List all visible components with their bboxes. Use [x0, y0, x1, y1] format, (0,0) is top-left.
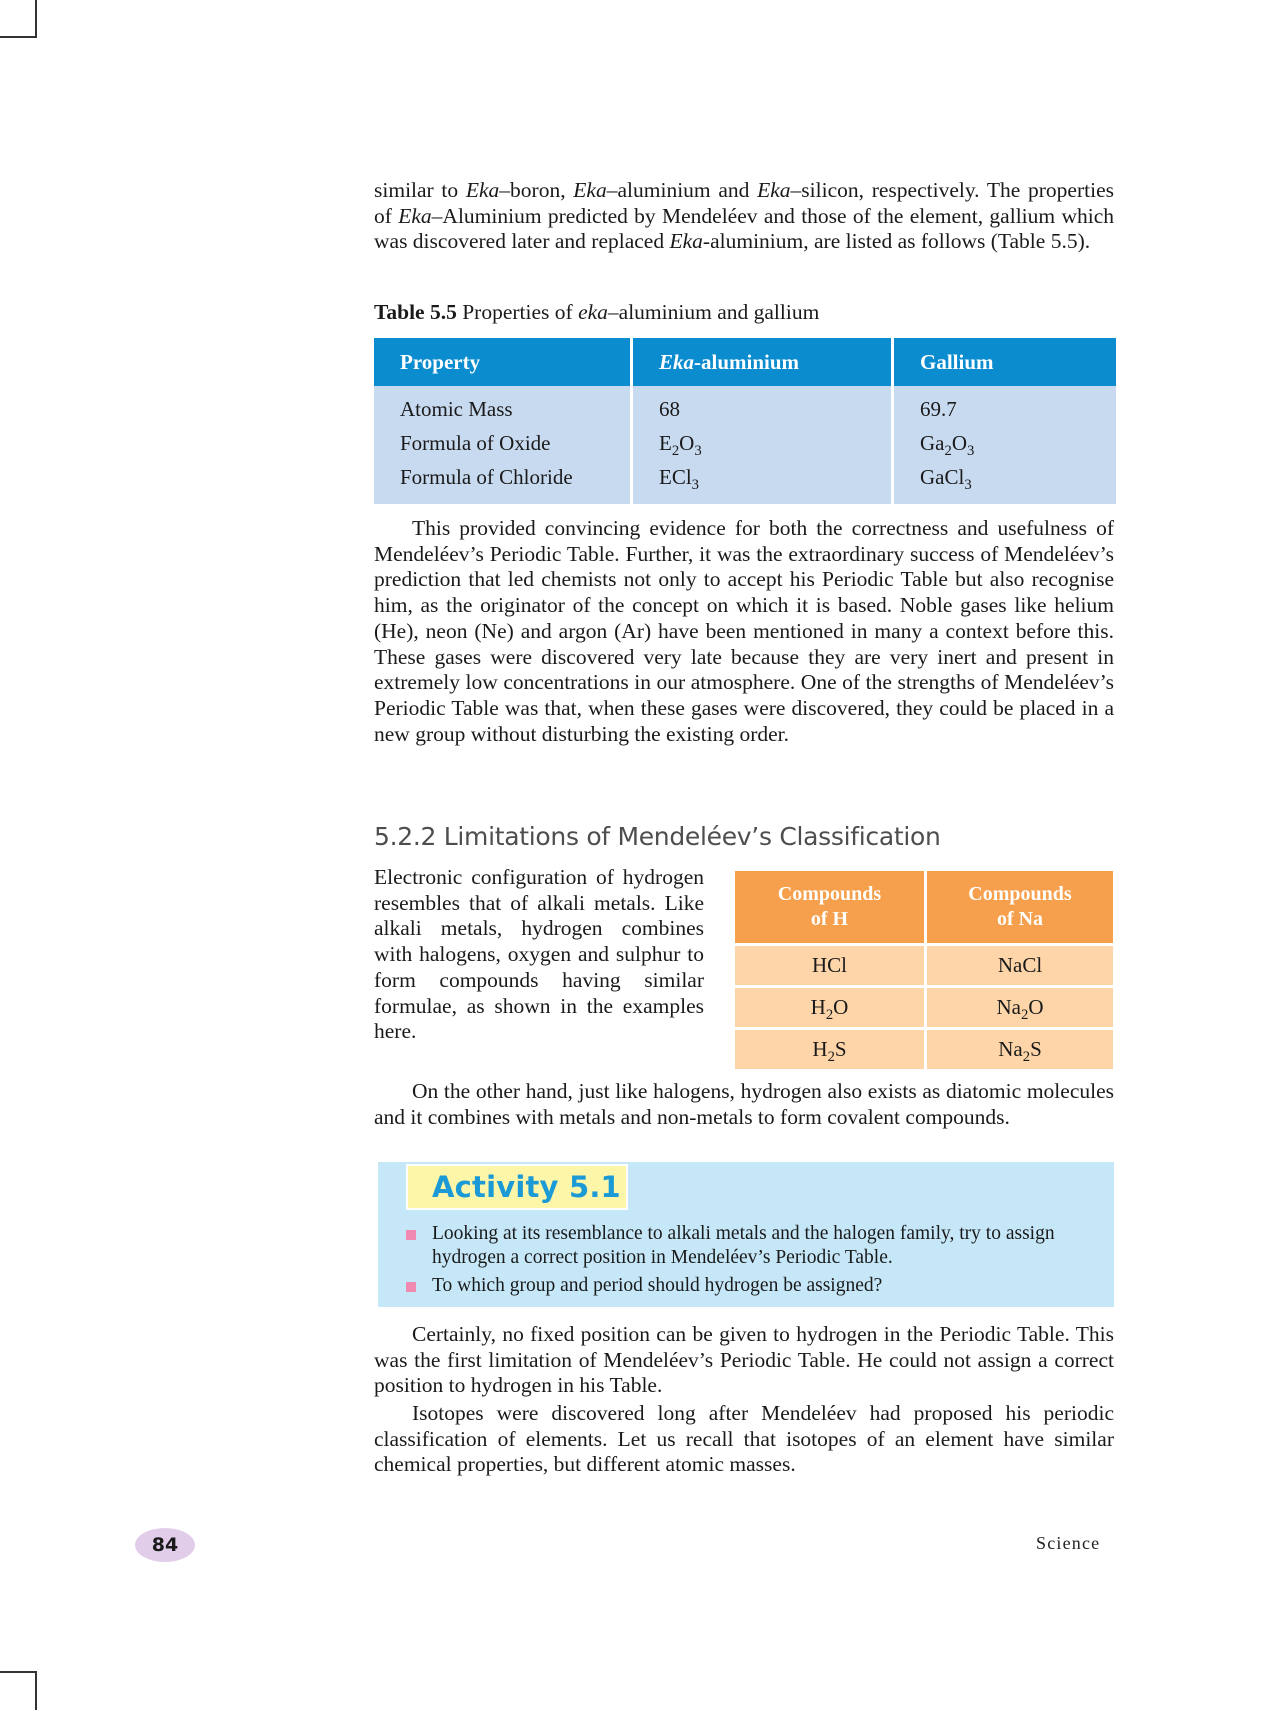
square-bullet-icon: [406, 1282, 416, 1292]
page-number-badge: 84: [135, 1528, 195, 1562]
cell-gallium: [891, 426, 1116, 460]
cell-na-compound: NaCl: [924, 943, 1113, 985]
caption-eka: eka: [578, 300, 608, 324]
crop-mark-top-vertical: [35, 0, 37, 37]
formula-part: S: [1030, 1037, 1042, 1061]
evidence-paragraph: This provided convincing evidence for both the correctness and usefulness of Mendeléev’s Periodic Table. Further, it was the extraordinary success of Mendeléev’s prediction that led chemists not only to accept his Periodic Table but also recognise him, as the originator of the concept on which it is based. Noble gases like helium (He), neon (Ne) and argon (Ar) have been mentioned in many a context before this. These gases were discovered very late because they are very inert and present in extremely low concentrations in our atmosphere. One of the strengths of Mendeléev’s Periodic Table was that, when these gases were discovered, they could be placed in a new group without disturbing the existing order.: [374, 516, 1114, 746]
column-header-compounds-na: [924, 871, 1113, 943]
cell-h-compound: [735, 1027, 924, 1069]
table-row: [374, 426, 1116, 460]
activity-box: [378, 1162, 1114, 1307]
cell-eka: 68: [630, 386, 891, 426]
formula-part: GaCl: [920, 464, 965, 489]
table-row: [735, 943, 1113, 985]
subscript: 2: [671, 442, 680, 459]
column-header-gallium: Gallium: [891, 338, 1116, 386]
table-header-row: [735, 871, 1113, 943]
cell-eka: [630, 426, 891, 460]
certainly-paragraph: Certainly, no fixed position can be given to hydrogen in the Periodic Table. This was the first limitation of Mendeléev’s Periodic Table. He could not assign a correct position to hydrogen in his Table.: [374, 1322, 1114, 1398]
formula-part: H: [812, 1037, 828, 1061]
eka-term: Eka: [669, 229, 703, 254]
table-caption: [374, 300, 1114, 325]
cell-h-compound: [735, 985, 924, 1027]
intro-text: –boron,: [499, 178, 574, 202]
cell-na-compound: [924, 1027, 1113, 1069]
header-text: of Na: [996, 908, 1044, 930]
other-hand-paragraph: On the other hand, just like halogens, hydrogen also exists as diatomic molecules and it combines with metals and non-metals to form covalent compounds.: [374, 1079, 1114, 1129]
formula-part: O: [1028, 995, 1044, 1019]
table-row: [735, 1027, 1113, 1069]
table-label: Table 5.5: [374, 300, 457, 324]
header-text: Compounds: [777, 883, 882, 905]
eka-term: Eka: [659, 349, 695, 374]
properties-table: [374, 338, 1116, 504]
cell-eka: [630, 460, 891, 504]
activity-item: [406, 1222, 1086, 1269]
cell-property: Formula of Oxide: [374, 426, 630, 460]
crop-mark-bottom-vertical: [35, 1671, 37, 1710]
eka-term: Eka: [573, 178, 607, 202]
cell-gallium: 69.7: [891, 386, 1116, 426]
subscript: 3: [967, 442, 975, 459]
activity-title: Activity 5.1: [432, 1170, 621, 1204]
column-header-property: Property: [374, 338, 630, 386]
cell-property: Formula of Chloride: [374, 460, 630, 504]
table-row: [374, 386, 1116, 426]
eka-term: Eka: [465, 178, 500, 202]
subscript: 3: [691, 476, 700, 493]
column-header-eka-aluminium: [630, 338, 891, 386]
crop-mark-bottom-horizontal: [0, 1671, 37, 1673]
caption-text: –aluminium and gallium: [607, 300, 820, 324]
isotopes-paragraph: Isotopes were discovered long after Mendeléev had proposed his periodic classification of elements. Let us recall that isotopes of an element have similar chemical properties, but different atomic masses.: [374, 1401, 1114, 1477]
subscript: 2: [825, 1007, 834, 1024]
formula-part: H: [810, 995, 826, 1019]
eka-term: Eka: [398, 203, 432, 228]
intro-paragraph: [374, 178, 1114, 255]
subscript: 2: [1022, 1049, 1031, 1066]
formula-part: S: [834, 1037, 847, 1061]
activity-item-text: Looking at its resemblance to alkali metals and the halogen family, try to assign hydrogen a correct position in Mendeléev’s Periodic Table.: [432, 1223, 1055, 1268]
intro-text: similar to: [374, 178, 466, 202]
activity-item: [406, 1274, 1086, 1298]
activity-title-tab: [406, 1164, 628, 1210]
formula-part: O: [951, 430, 968, 455]
activity-item-text: To which group and period should hydrogen be assigned?: [432, 1275, 883, 1296]
column-header-compounds-h: [735, 871, 924, 943]
header-text: Compounds: [968, 883, 1072, 905]
hydrogen-config-paragraph: Electronic configuration of hydrogen resembles that of alkali metals. Like alkali metals, hydrogen combines with halogens, oxygen and sulphur to form compounds having similar formulae, as shown in the examples here.: [374, 865, 704, 1044]
eka-term: Eka: [757, 178, 791, 202]
crop-mark-top-horizontal: [0, 36, 37, 38]
section-heading: 5.2.2 Limitations of Mendeléev’s Classification: [374, 822, 941, 851]
cell-na-compound: [924, 985, 1113, 1027]
formula-part: Na: [996, 995, 1021, 1019]
formula-part: Ga: [920, 430, 945, 455]
formula-part: O: [833, 995, 849, 1019]
caption-text: Properties of: [456, 300, 579, 324]
subscript: 2: [944, 442, 952, 459]
intro-text: –silicon, respectively. The properties of: [374, 178, 1114, 228]
subscript: 3: [694, 442, 702, 459]
table-row: [735, 985, 1113, 1027]
header-text: of H: [810, 908, 849, 930]
subscript: 2: [1020, 1007, 1029, 1024]
formula-part: ECl: [659, 464, 692, 489]
square-bullet-icon: [406, 1230, 416, 1240]
table-row: [374, 460, 1116, 504]
header-text: -aluminium: [694, 349, 800, 374]
table-header-row: [374, 338, 1116, 386]
compounds-table: [735, 871, 1113, 1069]
cell-property: Atomic Mass: [374, 386, 630, 426]
cell-gallium: [891, 460, 1116, 504]
formula-part: E: [659, 430, 672, 455]
formula-part: Na: [998, 1037, 1023, 1061]
activity-list: [406, 1222, 1086, 1303]
book-title-footer: Science: [1036, 1533, 1101, 1553]
cell-h-compound: HCl: [735, 943, 924, 985]
intro-text: -aluminium, are listed as follows (Table 5.5).: [702, 229, 1091, 254]
formula-part: O: [679, 430, 695, 455]
intro-text: –aluminium and: [606, 178, 758, 202]
intro-text: –Aluminium predicted by Mendeléev and those of the element, gallium which was discovered later and replaced: [374, 203, 1114, 254]
subscript: 3: [964, 476, 972, 493]
subscript: 2: [827, 1049, 835, 1066]
